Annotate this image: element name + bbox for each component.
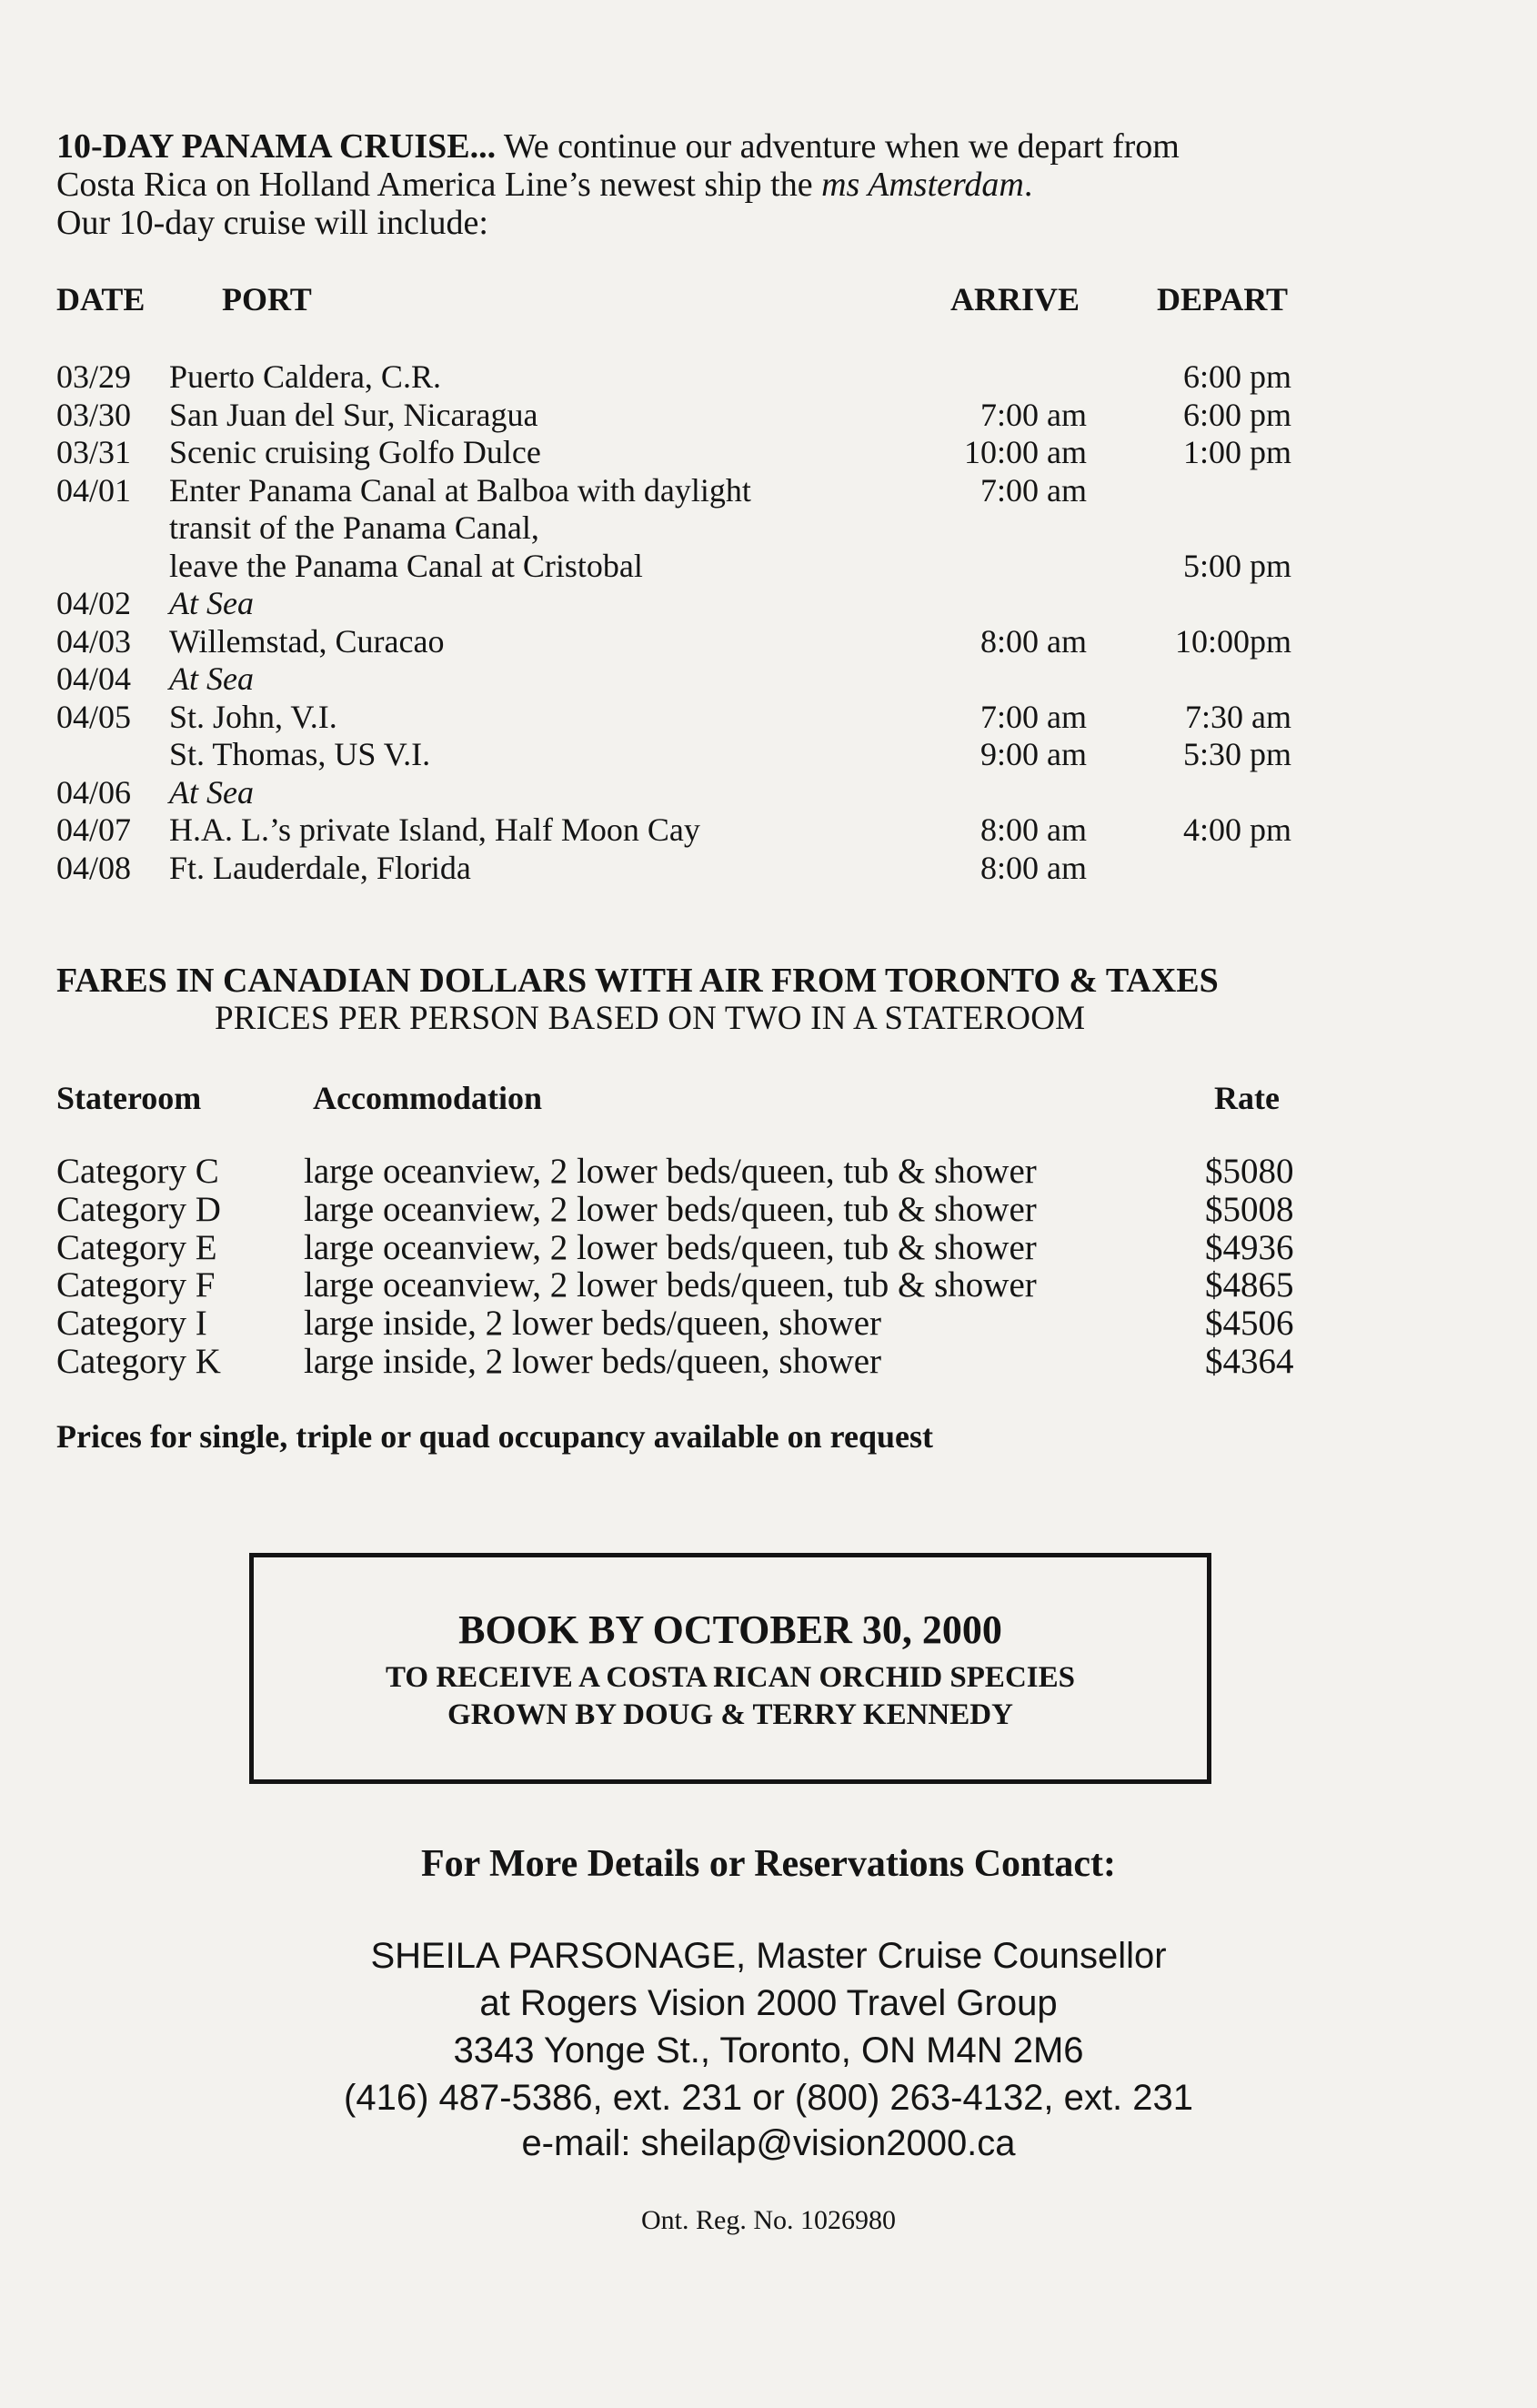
itinerary-arrive: 7:00 am bbox=[980, 396, 1087, 433]
itinerary-port: Ft. Lauderdale, Florida bbox=[169, 849, 471, 886]
fares-table bbox=[0, 1151, 1537, 1379]
itinerary-date: 04/06 bbox=[56, 773, 132, 811]
fare-category: Category I bbox=[56, 1304, 207, 1344]
itinerary-port: At Sea bbox=[169, 660, 254, 697]
contact-address: 3343 Yonge St., Toronto, ON M4N 2M6 bbox=[453, 2030, 1084, 2070]
fare-rate: $4364 bbox=[1205, 1341, 1294, 1381]
itinerary-arrive: 9:00 am bbox=[980, 736, 1087, 772]
itinerary-port: At Sea bbox=[169, 773, 254, 811]
itinerary-date: 03/30 bbox=[56, 396, 132, 433]
itinerary-date: 04/08 bbox=[56, 849, 132, 886]
fare-row bbox=[0, 1264, 1537, 1303]
itinerary-port: Puerto Caldera, C.R. bbox=[169, 358, 441, 395]
itinerary-row bbox=[0, 773, 1537, 811]
intro-paragraph bbox=[56, 127, 1421, 242]
itinerary-row bbox=[0, 660, 1537, 698]
fare-category: Category F bbox=[56, 1265, 216, 1305]
fares-title: FARES IN CANADIAN DOLLARS WITH AIR FROM TORONTO & TAXES bbox=[56, 962, 1219, 1000]
itinerary-date: 03/29 bbox=[56, 358, 132, 395]
fare-row bbox=[0, 1151, 1537, 1189]
itinerary-port: H.A. L.’s private Island, Half Moon Cay bbox=[169, 811, 700, 848]
itinerary-date: 03/31 bbox=[56, 434, 132, 470]
itinerary-depart: 6:00 pm bbox=[1182, 396, 1291, 433]
itinerary-row bbox=[0, 584, 1537, 622]
intro-text-4: Our 10-day cruise will include: bbox=[56, 204, 488, 242]
fare-accommodation: large inside, 2 lower beds/queen, shower bbox=[304, 1304, 882, 1344]
itinerary-table bbox=[0, 358, 1537, 886]
fares-header-rate: Rate bbox=[1214, 1080, 1280, 1116]
itinerary-row bbox=[0, 433, 1537, 471]
fare-row bbox=[0, 1303, 1537, 1344]
itinerary-row bbox=[0, 358, 1537, 396]
fares-header-stateroom: Stateroom bbox=[56, 1080, 202, 1116]
booking-headline: BOOK BY OCTOBER 30, 2000 bbox=[458, 1607, 1002, 1652]
itinerary-port: transit of the Panama Canal, bbox=[169, 509, 539, 546]
intro-text-3: . bbox=[1023, 166, 1033, 204]
registration-number: Ont. Reg. No. 1026980 bbox=[641, 2205, 896, 2235]
booking-deadline-box bbox=[249, 1553, 1211, 1784]
intro-lead: 10-DAY PANAMA CRUISE... bbox=[56, 127, 497, 166]
ship-name: ms Amsterdam bbox=[821, 166, 1024, 204]
fare-row bbox=[0, 1227, 1537, 1265]
itinerary-arrive: 7:00 am bbox=[980, 471, 1087, 509]
schedule-header-port: PORT bbox=[222, 281, 312, 317]
contact-email: e-mail: sheilap@vision2000.ca bbox=[521, 2123, 1016, 2163]
itinerary-row bbox=[0, 811, 1537, 849]
fare-category: Category E bbox=[56, 1227, 217, 1267]
fare-rate: $4936 bbox=[1205, 1227, 1294, 1267]
itinerary-date: 04/05 bbox=[56, 698, 132, 735]
schedule-header-arrive: ARRIVE bbox=[950, 281, 1080, 317]
intro-text-1: We continue our adventure when we depart from bbox=[496, 127, 1180, 166]
itinerary-row bbox=[0, 509, 1537, 547]
itinerary-arrive: 8:00 am bbox=[980, 811, 1087, 848]
schedule-header-date: DATE bbox=[56, 281, 146, 317]
itinerary-depart: 10:00pm bbox=[1174, 622, 1291, 660]
itinerary-date: 04/03 bbox=[56, 622, 132, 660]
fare-accommodation: large oceanview, 2 lower beds/queen, tub & shower bbox=[304, 1227, 1037, 1267]
itinerary-depart: 7:30 am bbox=[1185, 698, 1291, 735]
fare-rate: $5008 bbox=[1205, 1189, 1294, 1229]
itinerary-arrive: 8:00 am bbox=[980, 622, 1087, 660]
booking-offer-line-1: TO RECEIVE A COSTA RICAN ORCHID SPECIES bbox=[386, 1661, 1075, 1694]
itinerary-depart: 6:00 pm bbox=[1182, 358, 1291, 395]
itinerary-depart: 1:00 pm bbox=[1182, 434, 1291, 470]
fare-accommodation: large oceanview, 2 lower beds/queen, tub & shower bbox=[304, 1189, 1037, 1229]
contact-phone: (416) 487-5386, ext. 231 or (800) 263-4132, ext. 231 bbox=[344, 2078, 1193, 2118]
fare-accommodation: large oceanview, 2 lower beds/queen, tub & shower bbox=[304, 1265, 1037, 1305]
itinerary-port: At Sea bbox=[169, 585, 254, 621]
fare-rate: $5080 bbox=[1205, 1152, 1294, 1191]
fares-header-accommodation: Accommodation bbox=[313, 1080, 542, 1116]
itinerary-row bbox=[0, 622, 1537, 660]
itinerary-port: Willemstad, Curacao bbox=[169, 622, 445, 660]
itinerary-arrive: 8:00 am bbox=[980, 849, 1087, 886]
itinerary-port: San Juan del Sur, Nicaragua bbox=[169, 396, 538, 433]
itinerary-date: 04/07 bbox=[56, 811, 132, 848]
fare-accommodation: large oceanview, 2 lower beds/queen, tub & shower bbox=[304, 1152, 1037, 1191]
occupancy-note: Prices for single, triple or quad occupancy available on request bbox=[56, 1418, 933, 1455]
itinerary-port: St. Thomas, US V.I. bbox=[169, 736, 431, 772]
fare-row bbox=[0, 1341, 1537, 1379]
intro-text-2: Costa Rica on Holland America Line’s newest ship the bbox=[56, 166, 822, 204]
itinerary-row bbox=[0, 698, 1537, 736]
contact-heading: For More Details or Reservations Contact: bbox=[421, 1843, 1116, 1885]
itinerary-arrive: 10:00 am bbox=[964, 434, 1087, 470]
itinerary-port: leave the Panama Canal at Cristobal bbox=[169, 547, 643, 584]
itinerary-row bbox=[0, 396, 1537, 434]
itinerary-row bbox=[0, 735, 1537, 773]
fare-category: Category C bbox=[56, 1152, 219, 1191]
itinerary-date: 04/02 bbox=[56, 585, 132, 621]
itinerary-row bbox=[0, 849, 1537, 887]
fare-row bbox=[0, 1189, 1537, 1227]
itinerary-row bbox=[0, 547, 1537, 585]
contact-name: SHEILA PARSONAGE, Master Cruise Counsellor bbox=[370, 1936, 1167, 1976]
itinerary-arrive: 7:00 am bbox=[980, 698, 1087, 735]
itinerary-depart: 5:30 pm bbox=[1182, 736, 1291, 772]
itinerary-row bbox=[0, 471, 1537, 509]
fare-accommodation: large inside, 2 lower beds/queen, shower bbox=[304, 1341, 882, 1381]
fare-rate: $4865 bbox=[1205, 1265, 1294, 1305]
itinerary-port: St. John, V.I. bbox=[169, 698, 337, 735]
fare-rate: $4506 bbox=[1205, 1304, 1294, 1344]
schedule-header-depart: DEPART bbox=[1157, 281, 1289, 317]
fare-category: Category D bbox=[56, 1189, 221, 1229]
contact-company: at Rogers Vision 2000 Travel Group bbox=[479, 1983, 1058, 2023]
itinerary-depart: 5:00 pm bbox=[1182, 547, 1291, 584]
fares-subtitle: PRICES PER PERSON BASED ON TWO IN A STATEROOM bbox=[215, 1000, 1086, 1037]
fare-category: Category K bbox=[56, 1341, 221, 1381]
itinerary-port: Enter Panama Canal at Balboa with daylight bbox=[169, 471, 751, 509]
itinerary-depart: 4:00 pm bbox=[1182, 811, 1291, 848]
booking-offer-line-2: GROWN BY DOUG & TERRY KENNEDY bbox=[447, 1698, 1013, 1731]
itinerary-date: 04/01 bbox=[56, 471, 132, 509]
itinerary-date: 04/04 bbox=[56, 660, 132, 697]
itinerary-port: Scenic cruising Golfo Dulce bbox=[169, 434, 541, 470]
